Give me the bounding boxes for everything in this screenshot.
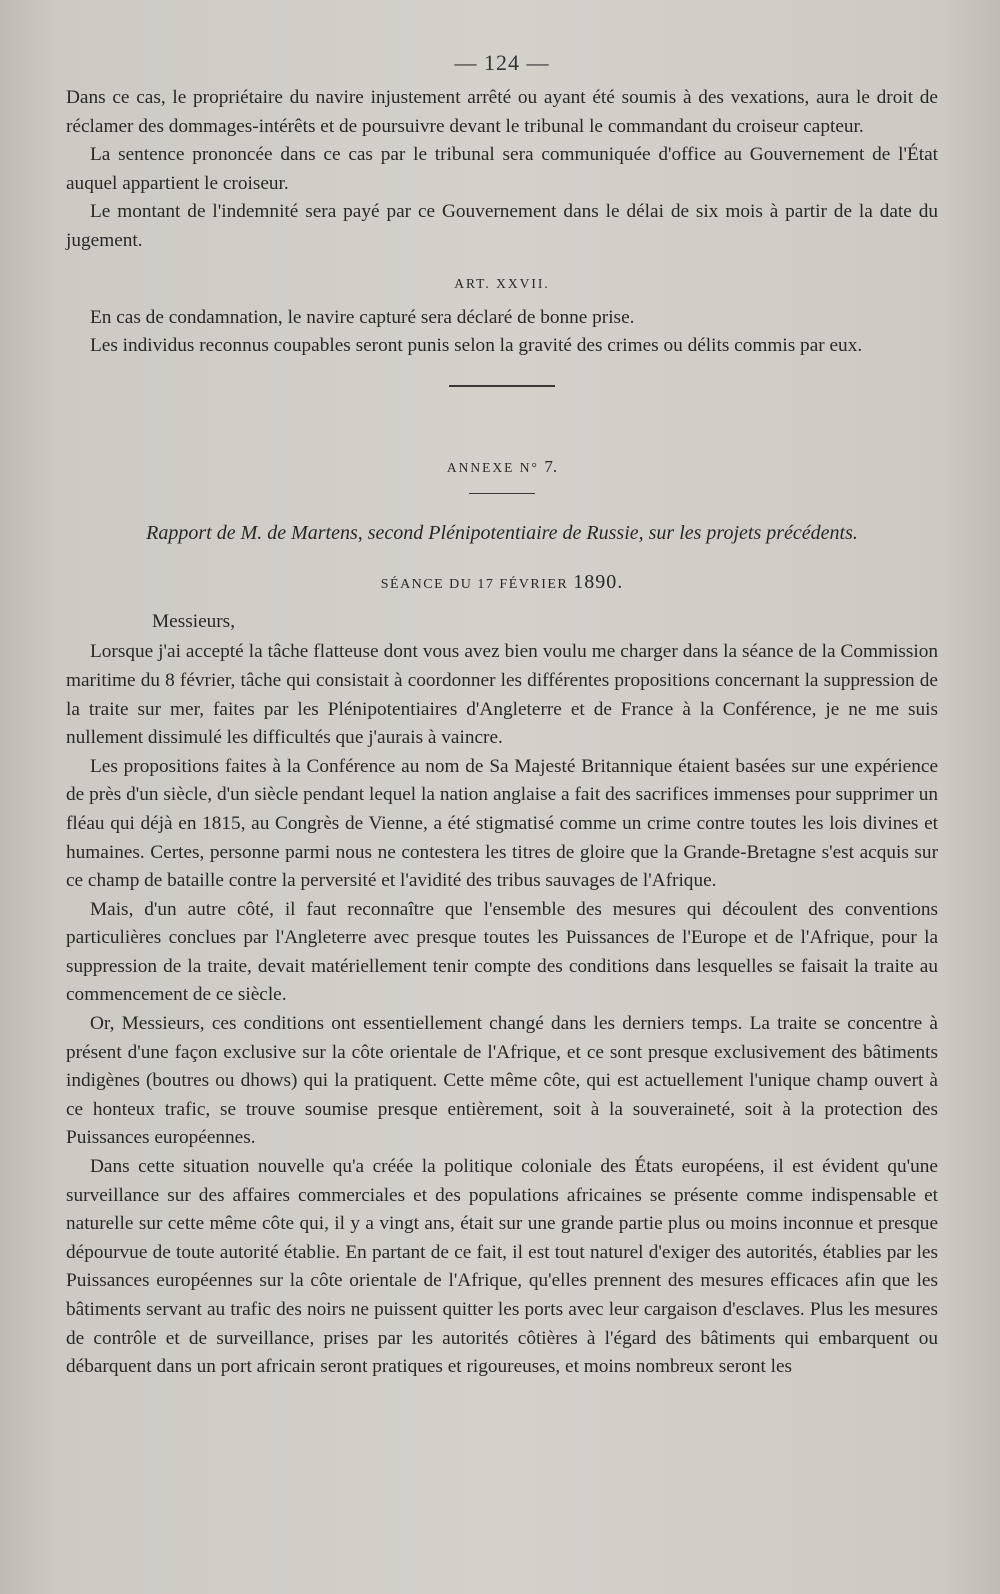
- page-number: — 124 —: [454, 50, 550, 75]
- session-year: 1890.: [573, 570, 624, 593]
- article-paragraph-2: Les individus reconnus coupables seront punis selon la gravité des crimes ou délits commis par eux.: [90, 335, 863, 357]
- session-heading: [66, 571, 938, 594]
- report-title: Rapport de M. de Martens, second Plénipotentiaire de Russie, sur les projets précédents.: [146, 521, 858, 544]
- report-paragraph-5: Dans cette situation nouvelle qu'a créée la politique coloniale des États européens, il est évident qu'une surveillance sur des affaires commerciales et des populations africaines se présente comme indispensable et naturelle sur cette même côte qui, il y a vingt ans, était sur une grande partie plus ou moins inconnue et presque dépourvue de toute autorité établie. En partant de ce fait, il est tout naturel d'exiger des autorités, établies par les Puissances européennes sur la côte orientale de l'Afrique, qu'elles prennent des mesures efficaces afin que les bâtiments servant au trafic des noirs ne puissent quitter les ports avec leur cargaison d'esclaves. Plus les mesures de contrôle et de surveillance, prises par les autorités côtières à l'égard des bâtiments qui embarquent ou débarquent dans un port africain seront pratiques et rigoureuses, et moins nombreux seront les: [66, 1156, 938, 1378]
- annex-divider: [469, 493, 535, 494]
- report-paragraph-2: Les propositions faites à la Conférence au nom de Sa Majesté Britannique étaient basées sur une expérience de près d'un siècle, d'un siècle pendant lequel la nation anglaise a fait des sacrifices immenses pour supprimer un fléau qui déjà en 1815, au Congrès de Vienne, a été stigmatisé comme un crime contre toutes les lois divines et humaines. Certes, personne parmi nous ne contestera les titres de gloire que la Grande-Bretagne s'est acquis sur ce champ de bataille contre la perversité et l'avidité des tribus sauvages de l'Afrique.: [66, 755, 938, 892]
- section-divider: [449, 385, 555, 387]
- intro-paragraph-2: La sentence prononcée dans ce cas par le tribunal sera communiquée d'office au Gouvernement de l'État auquel appartient le croiseur.: [66, 144, 938, 194]
- intro-paragraph-3: Le montant de l'indemnité sera payé par ce Gouvernement dans le délai de six mois à partir de la date du jugement.: [66, 201, 938, 251]
- annex-heading: [66, 457, 938, 477]
- report-paragraph-4: Or, Messieurs, ces conditions ont essentiellement changé dans les derniers temps. La traite se concentre à présent d'une façon exclusive sur la côte orientale de l'Afrique, et ce sont presque exclusivement des bâtiments indigènes (boutres ou dhows) qui la pratiquent. Cette même côte, qui est actuellement l'unique champ ouvert à ce honteux trafic, se trouve soumise presque entièrement, soit à la souveraineté, soit à la protection des Puissances européennes.: [66, 1013, 938, 1149]
- article-title: ART. XXVII.: [454, 275, 550, 291]
- intro-paragraph-1: Dans ce cas, le propriétaire du navire injustement arrêté ou ayant été soumis à des vexations, aura le droit de réclamer des dommages-intérêts et de poursuivre devant le tribunal le commandant du croiseur capteur.: [66, 87, 938, 137]
- salutation: Messieurs,: [152, 610, 236, 632]
- article-paragraph-1: En cas de condamnation, le navire capturé sera déclaré de bonne prise.: [90, 306, 635, 328]
- report-paragraph-1: Lorsque j'ai accepté la tâche flatteuse dont vous avez bien voulu me charger dans la séance de la Commission maritime du 8 février, tâche qui consistait à coordonner les différentes propositions concernant la suppression de la traite sur mer, faites par les Plénipotentiaires d'Angleterre et de France à la Conférence, je ne me suis nullement dissimulé les difficultés que j'aurais à vaincre.: [66, 641, 938, 749]
- report-paragraph-3: Mais, d'un autre côté, il faut reconnaître que l'ensemble des mesures qui découlent des conventions particulières conclues par l'Angleterre avec presque toutes les Puissances de l'Europe et de l'Afrique, pour la suppression de la traite, devait matériellement tenir compte des conditions dans lesquelles se faisait la traite au commencement de ce siècle.: [66, 898, 938, 1006]
- annex-number: 7.: [544, 456, 558, 476]
- annex-label: ANNEXE N°: [446, 459, 539, 475]
- session-label: SÉANCE DU 17 FÉVRIER: [380, 576, 569, 592]
